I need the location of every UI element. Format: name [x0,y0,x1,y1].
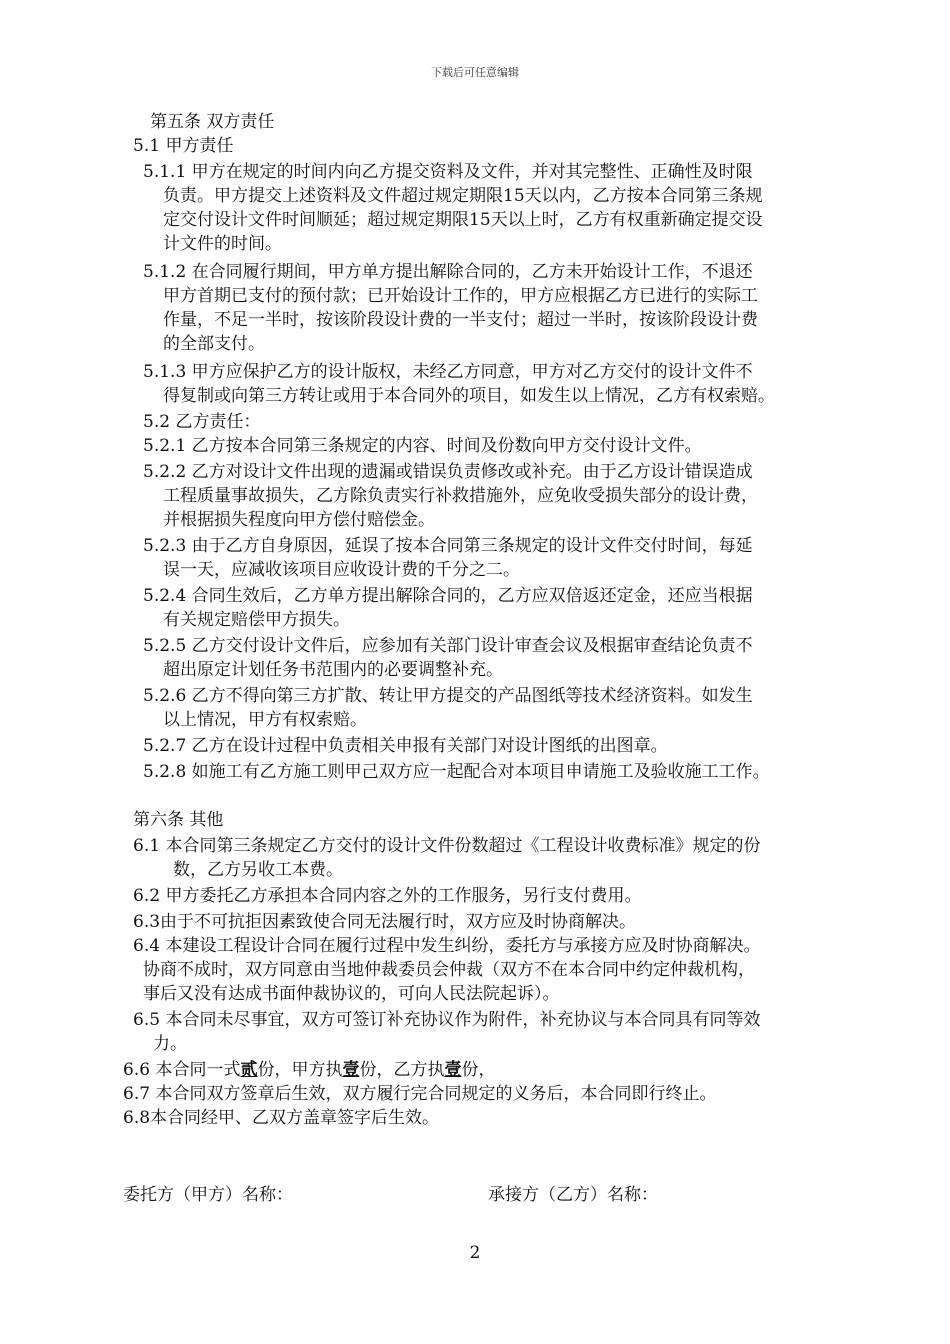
signature-party-b-label: 承接方（乙方）名称： [488,1185,658,1205]
clause-5-2-8: 5.2.8 如施工有乙方施工则甲己双方应一起配合对本项目申请施工及验收施工工作。 [143,762,770,782]
clause-5-1-3-line-1: 5.1.3 甲方应保护乙方的设计版权，未经乙方同意，甲方对乙方交付的设计文件不 [143,362,753,382]
clause-6-2: 6.2 甲方委托乙方承担本合同内容之外的工作服务，另行支付费用。 [133,886,642,906]
clause-5-2-6-line-2: 以上情况，甲方有权索赔。 [163,710,367,730]
clause-6-7: 6.7 本合同双方签章后生效，双方履行完合同规定的义务后，本合同即行终止。 [123,1084,717,1104]
clause-5-2-2-line-1: 5.2.2 乙方对设计文件出现的遗漏或错误负责修改或补充。由于乙方设计错误造成 [143,462,753,482]
clause-6-4-line-3: 事后又没有达成书面仲裁协议的，可向人民法院起诉）。 [143,984,560,1004]
article-6-title: 第六条 其他 [133,810,224,830]
clause-6-5-line-1: 6.5 本合同未尽事宜，双方可签订补充协议作为附件，补充协议与本合同具有同等效 [133,1010,761,1030]
clause-5-1-2-line-2: 甲方首期已支付的预付款；已开始设计工作的，甲方应根据乙方已进行的实际工 [163,286,758,306]
clause-6-1-line-2: 数，乙方另收工本费。 [173,860,343,880]
clause-5-1-1-line-3: 定交付设计文件时间顺延；超过规定期限15天以上时，乙方有权重新确定提交设 [163,210,763,230]
copy-count-total: 贰 [240,1060,258,1080]
clause-6-4-line-2: 协商不成时，双方同意由当地仲裁委员会仲裁（双方不在本合同中约定仲裁机构， [143,960,755,980]
clause-5-2-2-line-3: 并根据损失程度向甲方偿付赔偿金。 [163,510,435,530]
clause-5-2-heading: 5.2 乙方责任： [143,412,261,432]
clause-5-2-3-line-1: 5.2.3 由于乙方自身原因，延误了按本合同第三条规定的设计文件交付时间，每延 [143,536,753,556]
article-5-title: 第五条 双方责任 [150,112,275,132]
clause-6-4-line-1: 6.4 本建设工程设计合同在履行过程中发生纠纷，委托方与承接方应及时协商解决。 [133,936,761,956]
clause-6-6-text-2: 份，甲方执 [257,1060,343,1080]
copy-count-party-a: 壹 [342,1060,360,1080]
clause-5-1-1-line-1: 5.1.1 甲方在规定的时间内向乙方提交资料及文件，并对其完整性、正确性及时限 [143,162,753,182]
clause-6-8: 6.8本合同经甲、乙双方盖章签字后生效。 [123,1108,440,1128]
clause-5-1-2-line-4: 的全部支付。 [163,334,265,354]
signature-party-a-label: 委托方（甲方）名称： [123,1185,293,1205]
clause-5-1-1-line-4: 计文件的时间。 [163,234,282,254]
clause-6-6 [123,1058,495,1082]
clause-5-2-2-line-2: 工程质量事故损失，乙方除负责实行补救措施外，应免收受损失部分的设计费， [163,486,758,506]
clause-5-2-1: 5.2.1 乙方按本合同第三条规定的内容、时间及份数向甲方交付设计文件。 [143,436,702,456]
page-number: 2 [469,1243,481,1263]
clause-5-1-2-line-3: 作量，不足一半时，按该阶段设计费的一半支付；超过一半时，按该阶段设计费 [163,310,758,330]
clause-6-6-text-3: 份，乙方执 [359,1060,445,1080]
clause-5-2-3-line-2: 误一天，应减收该项目应收设计费的千分之二。 [163,560,520,580]
clause-6-6-text-4: 份， [461,1060,496,1080]
clause-6-5-line-2: 力。 [153,1034,187,1054]
clause-5-1-1-line-2: 负责。甲方提交上述资料及文件超过规定期限15天以内，乙方按本合同第三条规 [163,186,763,206]
clause-5-2-4-line-1: 5.2.4 合同生效后，乙方单方提出解除合同的，乙方应双倍返还定金，还应当根据 [143,586,753,606]
clause-6-6-text-1: 6.6 本合同一式 [123,1060,241,1080]
clause-5-2-6-line-1: 5.2.6 乙方不得向第三方扩散、转让甲方提交的产品图纸等技术经济资料。如发生 [143,686,753,706]
clause-5-1-3-line-2: 得复制或向第三方转让或用于本合同外的项目，如发生以上情况，乙方有权索赔。 [163,386,775,406]
clause-5-2-4-line-2: 有关规定赔偿甲方损失。 [163,610,350,630]
page-header-note: 下载后可任意编辑 [431,66,519,79]
clause-6-1-line-1: 6.1 本合同第三条规定乙方交付的设计文件份数超过《工程设计收费标准》规定的份 [133,836,761,856]
clause-5-1-heading: 5.1 甲方责任 [133,136,234,156]
clause-5-2-5-line-1: 5.2.5 乙方交付设计文件后，应参加有关部门设计审查会议及根据审查结论负责不 [143,636,753,656]
copy-count-party-b: 壹 [444,1060,462,1080]
clause-5-2-7: 5.2.7 乙方在设计过程中负责相关申报有关部门对设计图纸的出图章。 [143,736,668,756]
clause-6-3: 6.3由于不可抗拒因素致使合同无法履行时，双方应及时协商解决。 [133,912,637,932]
clause-5-2-5-line-2: 超出原定计划任务书范围内的必要调整补充。 [163,660,503,680]
clause-5-1-2-line-1: 5.1.2 在合同履行期间，甲方单方提出解除合同的，乙方未开始设计工作，不退还 [143,262,753,282]
